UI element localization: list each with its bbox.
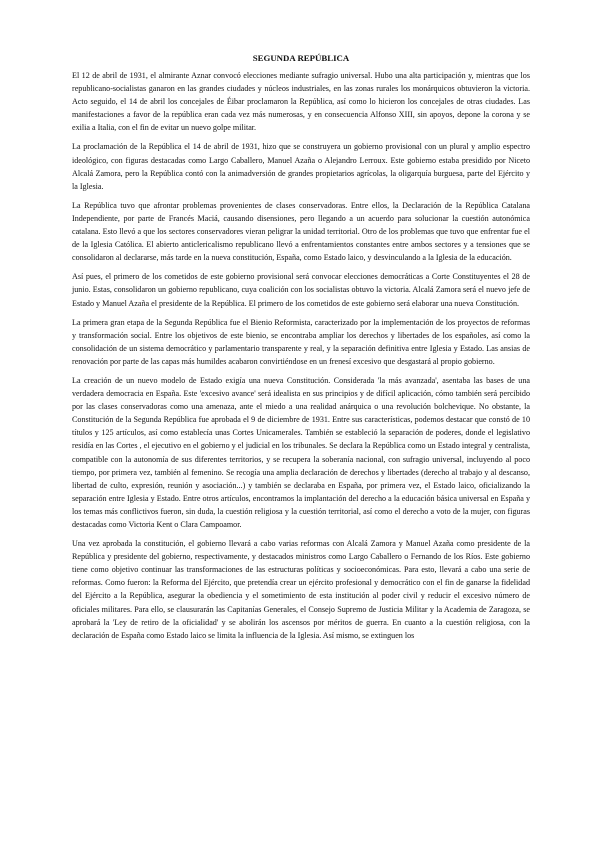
paragraph: Una vez aprobada la constitución, el gobierno llevará a cabo varias reformas con Alcalá Zamora y Manuel Azaña como presidente de la República y presidente del gobierno, respectivamente, y destacados ministros como Largo Caballero o Fernando de los Ríos. Este gobierno tiene como objetivo continuar las transformaciones de las estructuras políticas y socioeconómicas. Para esto, llevará a cabo una serie de reformas. Como fueron: la Reforma del Ejército, que pretendía crear un ejército profesional y democrático con el fin de ganarse la fidelidad del Ejército a la República, asegurar la obediencia y el sometimiento de esta institución al poder civil y reducir el excesivo número de oficiales militares. Para ello, se clausurarán las Capitanías Generales, el Consejo Supremo de Justicia Militar y la Academia de Zaragoza, se aprobará la 'Ley de retiro de la oficialidad' y se abolirán los ascensos por méritos de guerra. En cuanto a la cuestión religiosa, con la declaración de España como Estado laico se limita la influencia de la Iglesia. Así mismo, se extinguen los: [72, 539, 530, 640]
paragraph: Así pues, el primero de los cometidos de este gobierno provisional será convocar elecciones democráticas a Corte Constituyentes el 28 de junio. Estas, consolidaron un gobierno republicano, cuya coalición con los socialistas obtuvo la victoria. Alcalá Zamora será el nuevo jefe de Estado y Manuel Azaña el presidente de la República. El primero de los cometidos de este gobierno será elaborar una nueva Constitución.: [72, 272, 530, 308]
paragraph: La República tuvo que afrontar problemas provenientes de clases conservadoras. Entre ellos, la Declaración de la República Catalana Independiente, por parte de Francés Maciá, causando disensiones, pero llegando a un acuerdo para solucionar la cuestión autonómica catalana. Esto llevó a que los sectores conservadores vieran peligrar la unidad territorial. Otro de los problemas que tuvo que enfrentar fue el de la Iglesia Católica. El abierto anticlericalismo republicano llevó a enfrentamientos constantes entre ambos sectores y a tensiones que se consolidaron al declararse, más tarde en la nueva constitución, España, como Estado laico, y desvinculando a la Iglesia de la educación.: [72, 200, 530, 263]
paragraph: La proclamación de la República el 14 de abril de 1931, hizo que se construyera un gobierno provisional con un plural y amplio espectro ideológico, con figuras destacadas como Largo Caballero, Manuel Azaña o Alejandro Lerroux. Este gobierno estaba presidido por Niceto Alcalá Zamora, pero la República contó con la animadversión de grandes propietarios agrícolas, la oligarquía burguesa, parte del Ejército y la Iglesia.: [72, 142, 530, 191]
document-title: SEGUNDA REPÚBLICA: [252, 53, 350, 63]
paragraph: El 12 de abril de 1931, el almirante Aznar convocó elecciones mediante sufragio universal. Hubo una alta participación y, mientras que los republicano-socialistas ganaron en las grandes ciudades y núcleos industriales, en las zonas rurales los monárquicos obtuvieron la victoria. Acto seguido, el 14 de abril los concejales de Éibar proclamaron la República, así como lo hicieron los concejales de otras ciudades. Las manifestaciones a favor de la república eran cada vez más numerosas, y en consecuencia Alfonso XIII, sin apoyos, depone la corona y se exilia a Italia, con el fin de evitar un nuevo golpe militar.: [72, 71, 530, 133]
document-page: [72, 52, 530, 648]
paragraph: La primera gran etapa de la Segunda República fue el Bienio Reformista, caracterizado por la implementación de los proyectos de reformas y transformación social. Entre los objetivos de este bienio, se encontraba ampliar los derechos y libertades de los españoles, así como la consolidación de un sistema democrático y parlamentario transparente y real, y la separación definitiva entre Iglesia y Estado. Las ansias de renovación por parte de las capas más humildes acabaron convirtiéndose en un frenesí excesivo que desgastará al propio gobierno.: [72, 317, 530, 366]
paragraph: La creación de un nuevo modelo de Estado exigía una nueva Constitución. Considerada 'la más avanzada', asentaba las bases de una verdadera democracia en España. Este 'excesivo avance' será idealista en sus principios y de difícil aplicación, cómo también será percibido por las clases conservadoras como una amenaza, ante el miedo a una realidad anárquica o una revolución bolchevique. No obstante, la Constitución de la Segunda República fue aprobada el 9 de diciembre de 1931. Entre sus características, podemos destacar que constó de 10 títulos y 125 artículos, así como establecía unas Cortes Unicamerales. También se estableció la separación de poderes, donde el legislativo residía en las Cortes , el ejecutivo en el gobierno y el judicial en los tribunales. Se declara la República como un Estado integral y centralista, compatible con la autonomía de sus diferentes territorios, y se recupera la soberanía nacional, con sufragio universal, incluyendo al poco tiempo, por primera vez, también al femenino. Se recogía una amplia declaración de derechos y libertades (derecho al trabajo y al descanso, libertad de culto, expresión, reunión y asociación...) y también se declaraba en España, por primera vez, el Estado laico, oficializando la separación entre Iglesia y Estado. Entre otros artículos, encontramos la implantación del derecho a la educación básica universal en España y los temas más conflictivos fueron, sin duda, la cuestión religiosa y la cuestión territorial, así como el derecho a voto de la mujer, con figuras destacadas como Victoria Kent o Clara Campoamor.: [72, 375, 530, 529]
